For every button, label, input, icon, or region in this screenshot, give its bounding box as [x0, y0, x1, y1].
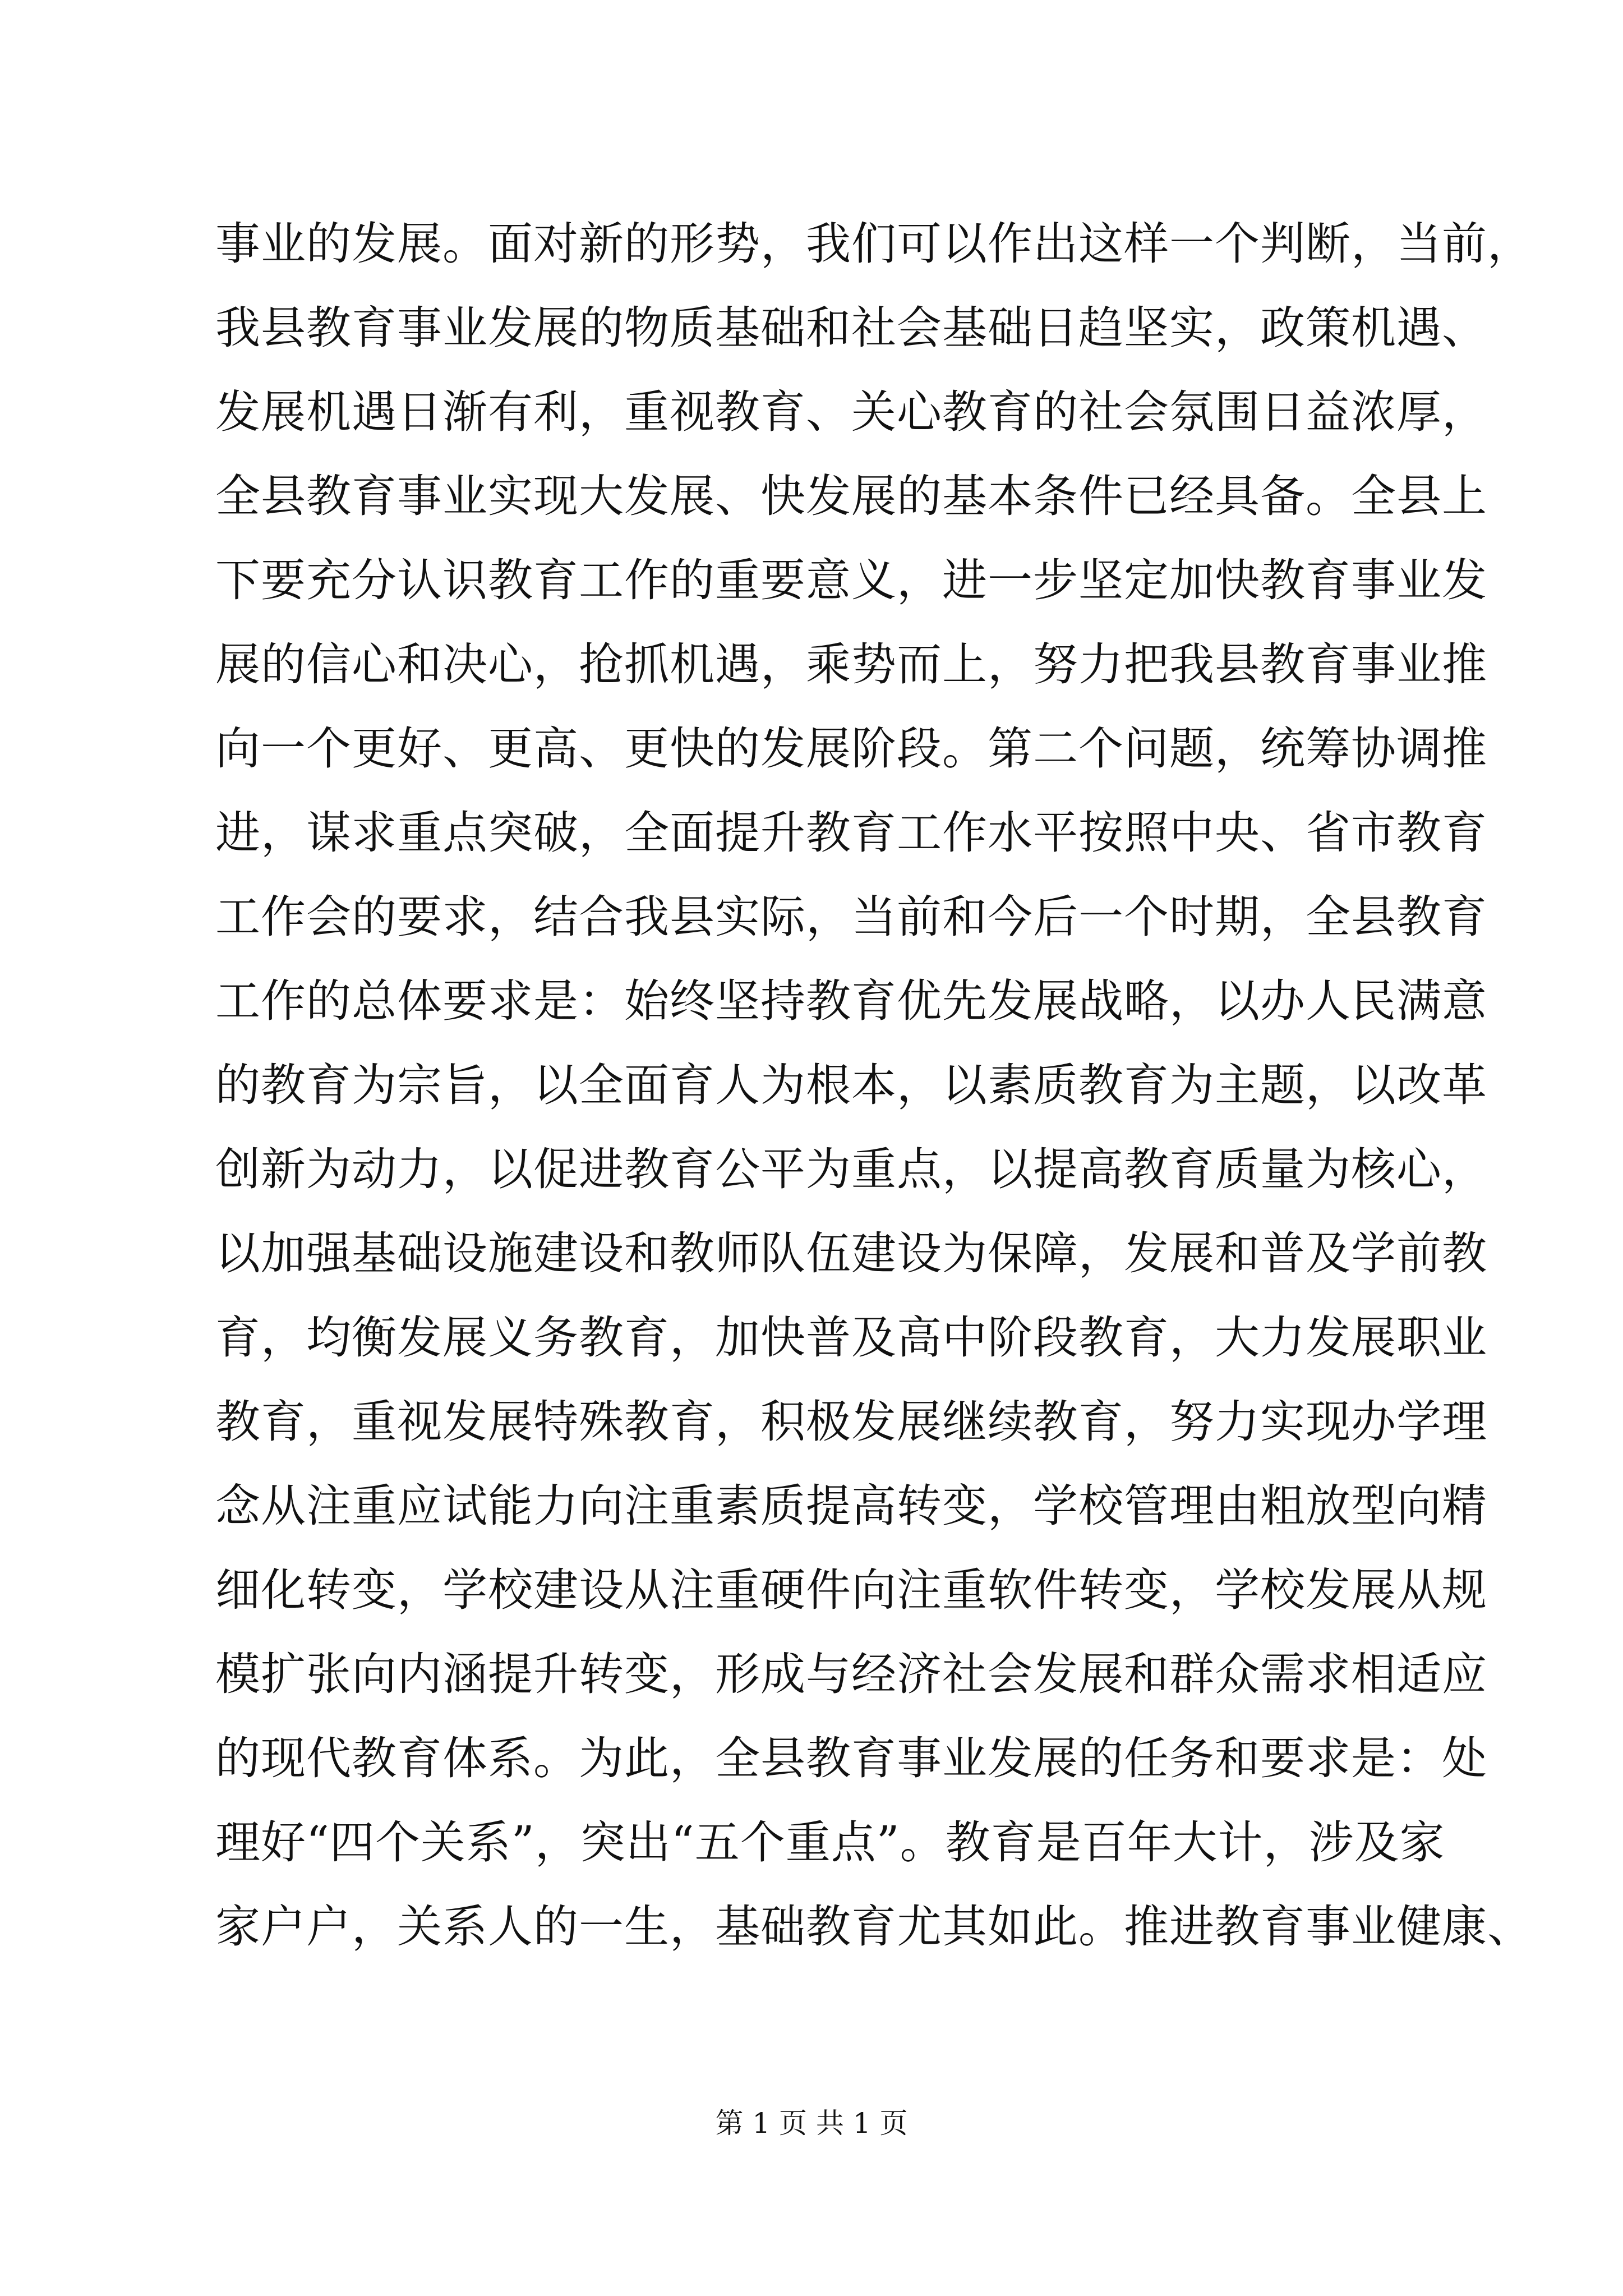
text-line: 以加强基础设施建设和教师队伍建设为保障，发展和普及学前教 — [215, 1227, 1487, 1280]
text-line: 事业的发展。面对新的形势，我们可以作出这样一个判断，当前， — [215, 218, 1533, 270]
text-line: 理好“四个关系”，突出“五个重点”。教育是百年大计，涉及家 — [215, 1816, 1445, 1869]
page-number: 第 1 页 共 1 页 — [715, 2107, 908, 2139]
text-line: 念从注重应试能力向注重素质提高转变，学校管理由粗放型向精 — [215, 1480, 1487, 1532]
text-line: 模扩张向内涵提升转变，形成与经济社会发展和群众需求相适应 — [215, 1648, 1487, 1700]
text-line: 工作的总体要求是：始终坚持教育优先发展战略，以办人民满意 — [215, 975, 1487, 1027]
text-line: 我县教育事业发展的物质基础和社会基础日趋坚实，政策机遇、 — [215, 302, 1487, 354]
text-line: 工作会的要求，结合我县实际，当前和今后一个时期，全县教育 — [215, 891, 1487, 943]
text-line: 进，谋求重点突破，全面提升教育工作水平按照中央、省市教育 — [215, 807, 1487, 859]
text-line: 教育，重视发展特殊教育，积极发展继续教育，努力实现办学理 — [215, 1396, 1487, 1448]
page-footer — [0, 2101, 1623, 2146]
text-line: 下要充分认识教育工作的重要意义，进一步坚定加快教育事业发 — [215, 554, 1487, 606]
text-line: 育，均衡发展义务教育，加快普及高中阶段教育，大力发展职业 — [215, 1312, 1487, 1364]
text-line: 家户户，关系人的一生，基础教育尤其如此。推进教育事业健康、 — [215, 1901, 1533, 1953]
body-text — [215, 202, 1533, 1969]
text-line: 全县教育事业实现大发展、快发展的基本条件已经具备。全县上 — [215, 470, 1487, 522]
text-line: 展的信心和决心，抢抓机遇，乘势而上，努力把我县教育事业推 — [215, 638, 1487, 691]
text-line: 的教育为宗旨，以全面育人为根本，以素质教育为主题，以改革 — [215, 1059, 1487, 1111]
text-line: 向一个更好、更高、更快的发展阶段。第二个问题，统筹协调推 — [215, 723, 1487, 775]
text-line: 发展机遇日渐有利，重视教育、关心教育的社会氛围日益浓厚， — [215, 386, 1487, 438]
text-line: 创新为动力，以促进教育公平为重点，以提高教育质量为核心， — [215, 1143, 1487, 1195]
text-line: 细化转变，学校建设从注重硬件向注重软件转变，学校发展从规 — [215, 1564, 1487, 1616]
text-line: 的现代教育体系。为此，全县教育事业发展的任务和要求是：处 — [215, 1732, 1487, 1784]
